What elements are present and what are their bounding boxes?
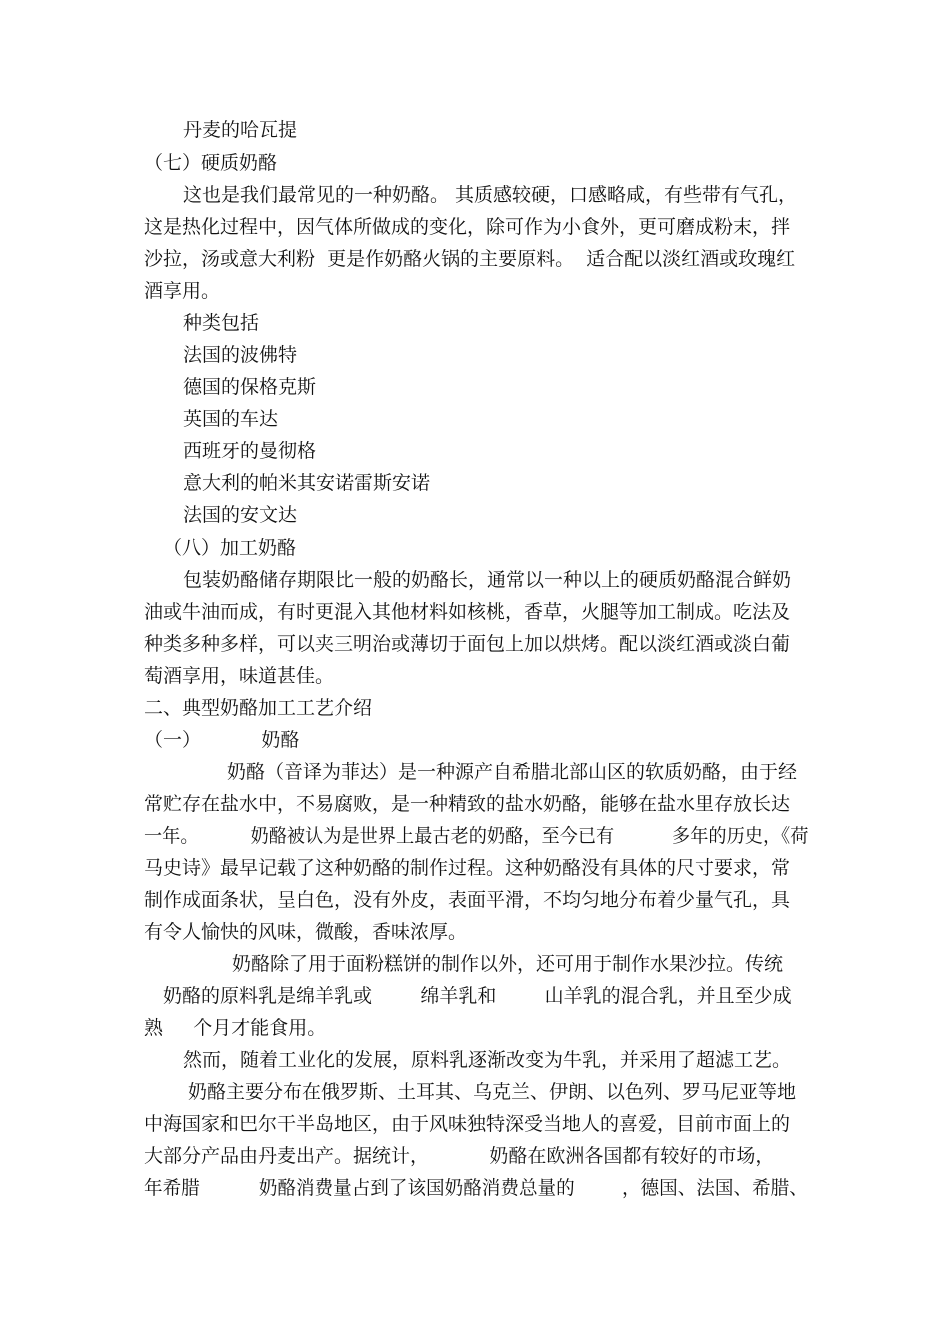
text-line: 包装奶酪储存期限比一般的奶酪长，通常以一种以上的硬质奶酪混合鲜奶 — [183, 569, 792, 591]
text-line: 萄酒享用，味道甚佳。 — [144, 665, 335, 687]
section-heading: （八）加工奶酪 — [163, 537, 297, 559]
section-heading: （一） 奶酪 — [144, 729, 300, 751]
text-line: 然而，随着工业化的发展，原料乳逐渐改变为牛乳，并采用了超滤工艺。 — [183, 1049, 792, 1071]
text-line: 年希腊 奶酪消费量占到了该国奶酪消费总量的 ，德国、法国、希腊、 — [144, 1177, 808, 1199]
list-item: 德国的保格克斯 — [183, 376, 317, 398]
text-line: 丹麦的哈瓦提 — [183, 119, 298, 141]
list-item: 法国的波佛特 — [183, 344, 298, 366]
text-line: 有令人愉快的风味，微酸，香味浓厚。 — [144, 921, 468, 943]
text-line: 奶酪主要分布在俄罗斯、土耳其、乌克兰、伊朗、以色列、罗马尼亚等地 — [188, 1081, 797, 1103]
list-item: 意大利的帕米其安诺雷斯安诺 — [183, 472, 431, 494]
text-line: 奶酪除了用于面粉糕饼的制作以外，还可用于制作水果沙拉。传统 — [232, 953, 784, 975]
text-line: 酒享用。 — [144, 280, 221, 302]
text-line: 奶酪（音译为菲达）是一种源产自希腊北部山区的软质奶酪，由于经 — [227, 761, 798, 783]
text-line: 马史诗》最早记载了这种奶酪的制作过程。这种奶酪没有具体的尺寸要求，常 — [144, 857, 791, 879]
text-line: 这也是我们最常见的一种奶酪。 其质感较硬，口感略咸，有些带有气孔， — [183, 184, 798, 206]
text-line: 油或牛油而成，有时更混入其他材料如核桃，香草，火腿等加工制成。吃法及 — [144, 601, 791, 623]
text-line: 奶酪的原料乳是绵羊乳或 绵羊乳和 山羊乳的混合乳，并且至少成 — [163, 985, 792, 1007]
chapter-heading: 二、典型奶酪加工工艺介绍 — [144, 697, 373, 719]
text-line: 沙拉，汤或意大利粉 更是作奶酪火锅的主要原料。 适合配以淡红酒或玫瑰红 — [144, 248, 796, 270]
text-line: 一年。 奶酪被认为是世界上最古老的奶酪，至今已有 多年的历史，《荷 — [144, 825, 809, 847]
list-item: 种类包括 — [183, 312, 260, 334]
text-line: 大部分产品由丹麦出产。据统计， 奶酪在欧洲各国都有较好的市场， — [144, 1145, 775, 1167]
section-heading: （七）硬质奶酪 — [144, 152, 278, 174]
text-line: 这是热化过程中，因气体所做成的变化，除可作为小食外，更可磨成粉末，拌 — [144, 216, 791, 238]
list-item: 英国的车达 — [183, 408, 279, 430]
text-line: 制作成面条状，呈白色，没有外皮，表面平滑，不均匀地分布着少量气孔，具 — [144, 889, 791, 911]
list-item: 西班牙的曼彻格 — [183, 440, 317, 462]
list-item: 法国的安文达 — [183, 504, 298, 526]
text-line: 中海国家和巴尔干半岛地区，由于风味独特深受当地人的喜爱，目前市面上的 — [144, 1113, 791, 1135]
text-line: 熟 个月才能食用。 — [144, 1017, 327, 1039]
text-line: 种类多种多样，可以夹三明治或薄切于面包上加以烘烤。配以淡红酒或淡白葡 — [144, 633, 791, 655]
text-line: 常贮存在盐水中，不易腐败，是一种精致的盐水奶酪，能够在盐水里存放长达 — [144, 793, 791, 815]
